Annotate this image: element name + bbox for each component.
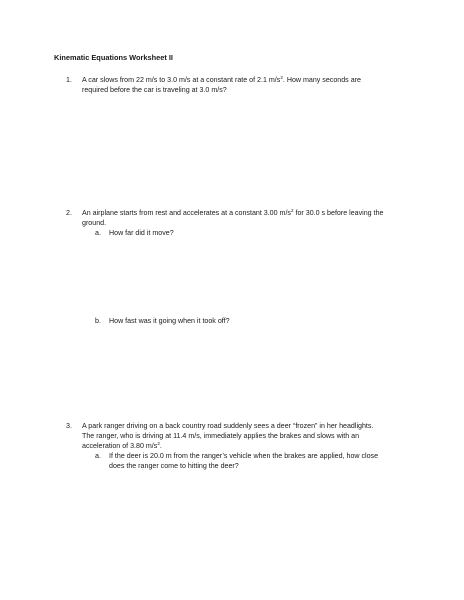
part-text-line: does the ranger come to hitting the deer? <box>109 462 239 470</box>
superscript: 2 <box>280 75 283 80</box>
question-text-line: The ranger, who is driving at 11.4 m/s, immediately applies the brakes and slows with an <box>82 432 360 440</box>
part-label: a. <box>95 452 101 460</box>
part-label: b. <box>95 317 101 325</box>
part-text-line: If the deer is 20.0 m from the ranger’s vehicle when the brakes are applied, how close <box>109 452 379 460</box>
worksheet-title: Kinematic Equations Worksheet II <box>54 53 173 62</box>
question-text-line: acceleration of 3.80 $m/s^2$. <box>82 441 162 450</box>
superscript: 2 <box>157 441 160 446</box>
question-text-line: A park ranger driving on a back country road suddenly sees a deer “frozen” in her headlights. <box>82 422 374 430</box>
question-text-line: A car slows from 22 m/s to 3.0 m/s at a constant rate of 2.1 $m/s^2$. How many seconds are <box>82 75 361 84</box>
question-number: 3. <box>66 422 72 430</box>
part-label: a. <box>95 229 101 237</box>
question-text-line: ground. <box>82 219 107 227</box>
superscript: 2 <box>290 208 294 213</box>
question-number: 2. <box>66 209 72 217</box>
question-number: 1. <box>66 76 72 84</box>
part-text: How far did it move? <box>109 229 174 237</box>
question-text-line: An airplane starts from rest and accelerates at a constant 3.00 $m/s^2$ for 30.0 s before leaving the <box>82 208 384 217</box>
part-text: How fast was it going when it took off? <box>109 317 230 325</box>
question-text-line: required before the car is traveling at 3.0 m/s? <box>82 86 227 94</box>
